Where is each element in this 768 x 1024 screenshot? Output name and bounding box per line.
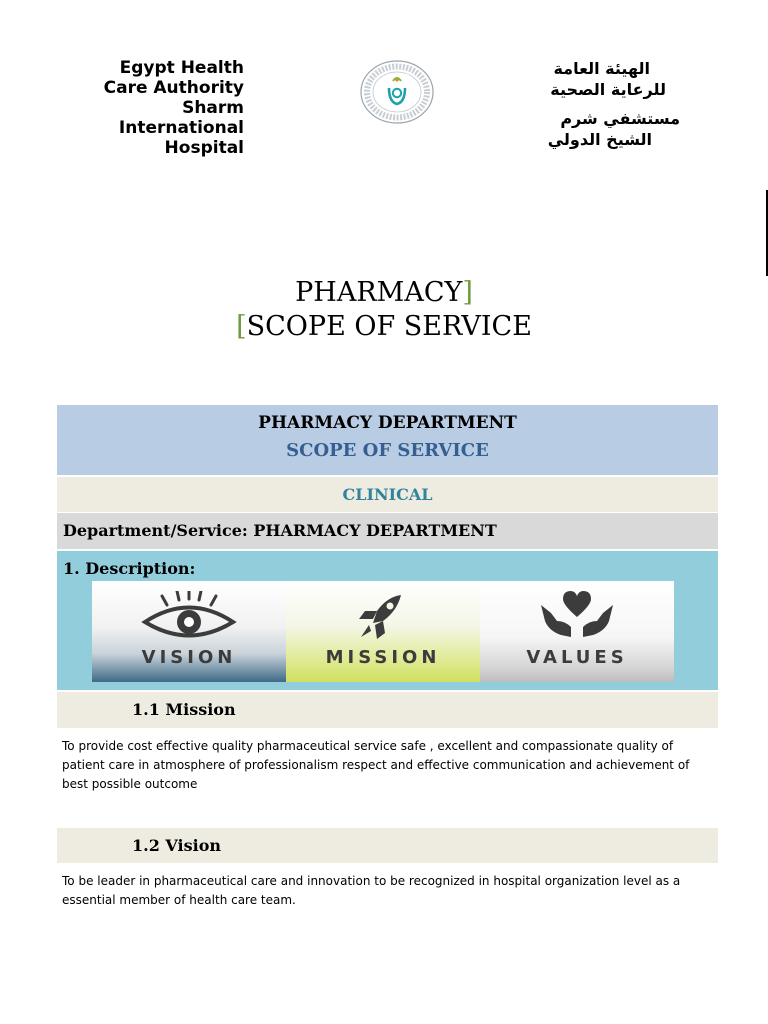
mission-heading-row: 1.1 Mission [57,692,718,728]
department-row: Department/Service: PHARMACY DEPARTMENT [57,513,718,549]
english-line: Sharm [182,98,244,118]
description-row [57,551,718,690]
mission-label: MISSION [325,647,441,668]
document-title-line1 [0,276,768,310]
vision-label: VISION [141,647,237,668]
description-label: 1. Description: [63,559,196,578]
authority-seal-icon [360,60,434,124]
vision-text: To be leader in pharmaceutical care and innovation to be recognized in hospital organization level as a essential member of health care team. [62,874,681,907]
department-heading: PHARMACY DEPARTMENT [258,413,517,433]
table-header-row [57,405,718,475]
hospital-name-english [80,58,244,158]
document-title-line2 [0,310,768,344]
arabic-line: الهيئة العامة [553,59,650,78]
eye-icon [139,591,239,641]
english-line: Egypt Health [119,58,244,78]
title-text: PHARMACY [295,277,463,308]
title-bracket: ] [462,277,473,308]
category-row: CLINICAL [57,477,718,512]
values-panel [480,581,674,682]
mission-panel [286,581,480,682]
vision-heading-row: 1.2 Vision [57,828,718,863]
scope-heading: SCOPE OF SERVICE [286,440,489,461]
vision-mission-values-banner [92,581,674,682]
values-label: VALUES [526,647,628,668]
vision-panel [92,581,286,682]
english-line: International [118,118,244,138]
mission-text: To provide cost effective quality pharmaceutical service safe , excellent and compassionate quality of patient care in atmosphere of professionalism respect and effective communication and achievement of best possible outcome [62,739,690,791]
arabic-line: للرعاية الصحية [550,80,666,99]
heart-hands-icon [527,591,627,643]
title-bracket: [ [236,311,247,342]
authority-name-arabic [520,58,680,100]
arabic-line: مستشفي شرم [560,109,680,128]
title-text: SCOPE OF SERVICE [246,311,532,342]
english-line: Care Authority [103,78,244,98]
hospital-name-arabic [520,108,680,150]
arabic-line: الشيخ الدولي [547,130,652,149]
english-line: Hospital [164,138,244,158]
rocket-icon [353,591,413,643]
